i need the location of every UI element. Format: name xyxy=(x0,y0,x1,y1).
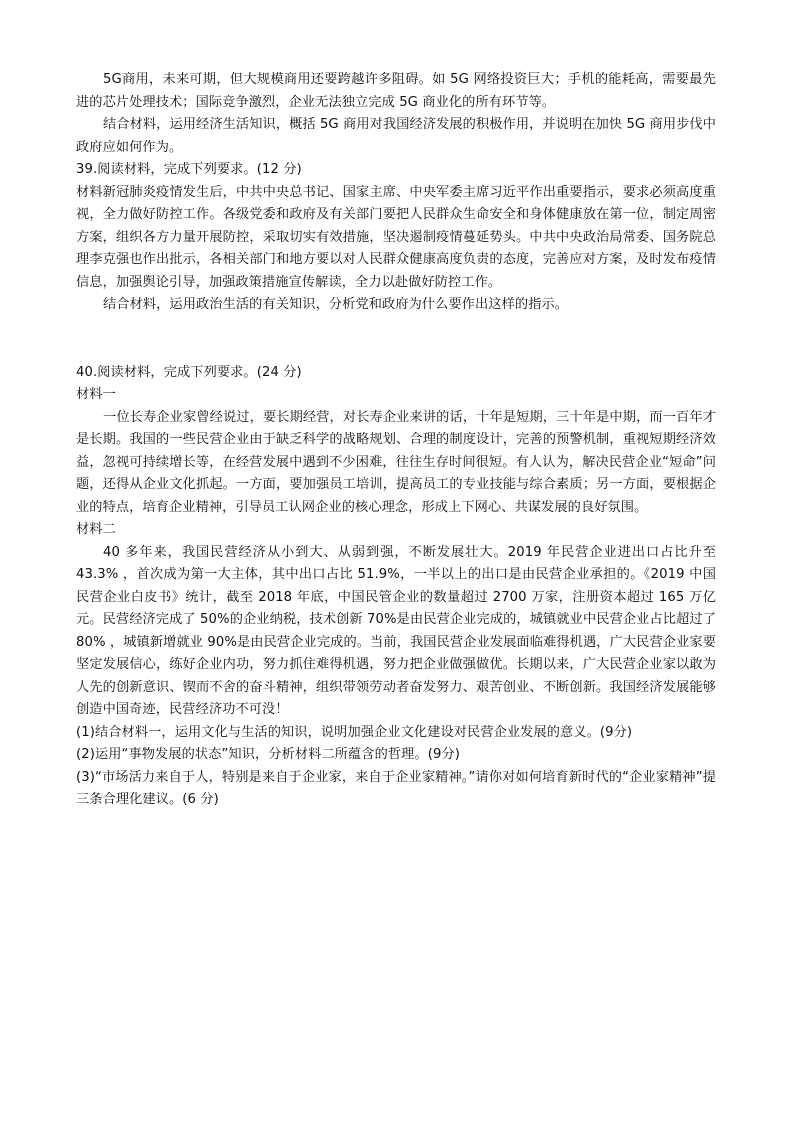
q40-subquestion-3: (3)“市场活力来自于人，特别是来自于企业家，来自于企业家精神。”请你对如何培育新时代的“企业家精神”提三条合理化建议。(6 分) xyxy=(76,769,716,807)
q40-material-1-text: 一位长寿企业家曾经说过，要长期经营，对长寿企业来讲的话，十年是短期，三十年是中期，而一百年才是长期。我国的一些民营企业由于缺乏科学的战略规划、合理的制度设计，完善的预警机制，重视短期经济效益，忽视可持续增长等，在经营发展中遇到不少困难，往往生存时间很短。有人认为，解决民营企业“短命”问题，还得从企业文化抓起。一方面，要加强员工培训，提高员工的专业技能与综合素质；另一方面，要根据企业的特点，培育企业精神，引导员工认网企业的核心理念，形成上下网心、共谋发展的良好氛围。 xyxy=(76,409,716,515)
q40-title: 40.阅读材料，完成下列要求。(24 分) xyxy=(76,364,302,380)
q39-material: 材料新冠肺炎疫情发生后，中共中央总书记、国家主席、中央军委主席习近平作出重要指示，要求必须高度重视，全力做好防控工作。各级党委和政府及有关部门要把人民群众生命安全和身体健康放在第一位，制定周密方案，组织各方力量开展防控，采取切实有效措施，坚决遏制疫情蔓延势头。中共中央政治局常委、国务院总理李克强也作出批示，各相关部门和地方要以对人民群众健康高度负责的态度，完善应对方案，及时发布疫情信息，加强舆论引导，加强政策措施宣传解读，全力以赴做好防控工作。 xyxy=(76,184,716,290)
answer-space xyxy=(76,317,716,362)
q40-material-1-label: 材料一 xyxy=(76,387,116,402)
q38-material: 5G商用，未来可期，但大规模商用还要跨越许多阻碍。如 5G 网络投资巨大；手机的能耗高，需要最先进的芯片处理技术；国际竞争激烈，企业无法独立完成 5G 商业化的所有环节等。 xyxy=(76,72,716,110)
q40-material-2-label: 材料二 xyxy=(76,522,116,537)
q40-subquestion-2: (2)运用“事物发展的状态”知识，分析材料二所蕴含的哲理。(9分) xyxy=(76,747,461,762)
q40-subquestion-1: (1)结合材料一，运用文化与生活的知识，说明加强企业文化建设对民营企业发展的意义。(9分) xyxy=(76,724,633,740)
q38-prompt: 结合材料，运用经济生活知识，概括 5G 商用对我国经济发展的积极作用，并说明在加快 5G 商用步伐中政府应如何作为。 xyxy=(76,117,716,155)
q39-prompt: 结合材料，运用政治生活的有关知识，分析党和政府为什么要作出这样的指示。 xyxy=(103,297,569,312)
q40-material-2-text: 40 多年来，我国民营经济从小到大、从弱到强，不断发展壮大。2019 年民营企业进出口占比升至 43.3% ，首次成为第一大主体，其中出口占比 51.9%，一半以上的出口是由民营企业承担的。《2019 中国民营企业白皮书》统计，截至 2018 年底，中国民管企业的数量超过 2700 万家，注册资本超过 165 万亿元。民营经济完成了 50%的企业纳税，技术创新 70%是由民营企业完成的，城镇就业中民营企业占比超过了 80% ，城镇新增就业 90%是由民营企业完成的。当前，我国民营企业发展面临难得机遇，广大民营企业家要坚定发展信心，练好企业内功，努力抓住难得机遇，努力把企业做强做优。长期以来，广大民营企业家以敢为人先的创新意识、锲而不舍的奋斗精神，组织带领劳动者奋发努力、艰苦创业、不断创新。我国经济发展能够创造中国奇迹，民营经济功不可没！ xyxy=(76,544,716,717)
exam-page xyxy=(76,69,716,812)
q39-title: 39.阅读材料，完成下列要求。(12 分) xyxy=(76,162,302,177)
